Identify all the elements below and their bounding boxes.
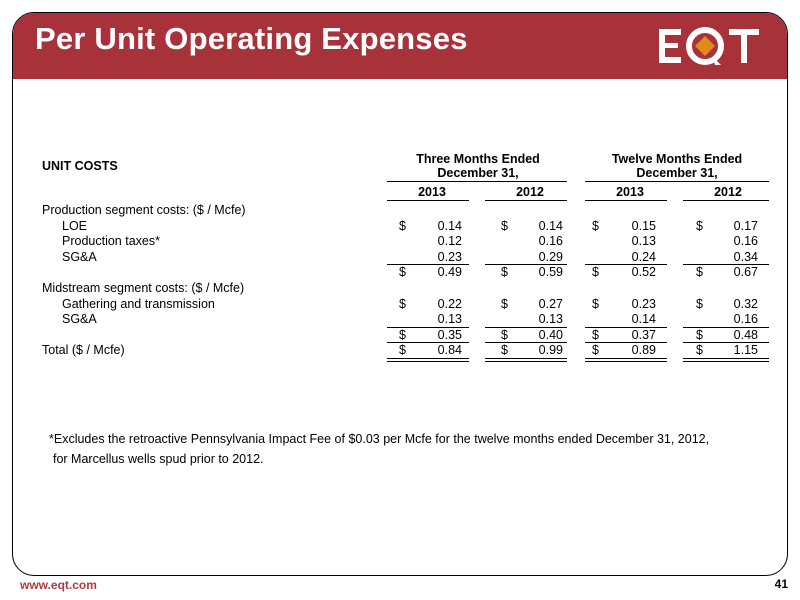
year-col-4: 2012 (714, 185, 742, 199)
total-double-rule (485, 358, 567, 362)
table-cell-value: 0.27 (538, 296, 563, 311)
table-cell-value: 0.67 (733, 265, 758, 280)
year-rule-4 (683, 200, 769, 201)
table-cell-value: 0.59 (538, 265, 563, 280)
footnote-line-2: for Marcellus wells spud prior to 2012. (53, 452, 264, 466)
table-cell-value: 1.15 (733, 343, 758, 358)
subtotal-rule (387, 342, 469, 343)
year-rule-3 (585, 200, 667, 201)
twelve-months-header-line1: Twelve Months Ended (611, 152, 743, 166)
table-cell-value: 0.14 (538, 218, 563, 233)
total-double-rule (683, 358, 769, 362)
table-cell-value: 0.16 (733, 234, 758, 249)
subtotal-rule (585, 264, 667, 265)
row-label: Gathering and transmission (62, 296, 215, 311)
twelve-months-header-rule (585, 181, 769, 182)
currency-symbol: $ (696, 265, 703, 280)
currency-symbol: $ (592, 296, 599, 311)
table-cell-value: 0.32 (733, 296, 758, 311)
row-label: SG&A (62, 249, 97, 264)
table-cell-value: 0.29 (538, 249, 563, 264)
year-rule-2 (485, 200, 567, 201)
page-number: 41 (774, 577, 788, 591)
row-label: Production taxes* (62, 234, 160, 249)
page-title: Per Unit Operating Expenses (35, 21, 468, 56)
table-cell-value: 0.52 (631, 265, 656, 280)
currency-symbol: $ (399, 218, 406, 233)
table-cell-value: 0.13 (631, 234, 656, 249)
year-col-2: 2012 (516, 185, 544, 199)
year-col-3: 2013 (616, 185, 644, 199)
total-double-rule (585, 358, 667, 362)
table-cell-value: 0.34 (733, 249, 758, 264)
table-cell-value: 0.89 (631, 343, 656, 358)
table-cell-value: 0.12 (437, 234, 462, 249)
total-double-rule (387, 358, 469, 362)
table-cell-value: 0.37 (631, 327, 656, 342)
subtotal-rule (485, 264, 567, 265)
currency-symbol: $ (501, 218, 508, 233)
currency-symbol: $ (696, 218, 703, 233)
subtotal-rule (683, 327, 769, 328)
table-cell-value: 0.23 (437, 249, 462, 264)
currency-symbol: $ (501, 327, 508, 342)
table-cell-value: 0.99 (538, 343, 563, 358)
currency-symbol: $ (592, 218, 599, 233)
table-cell-value: 0.84 (437, 343, 462, 358)
table-cell-value: 0.16 (733, 312, 758, 327)
table-cell-value: 0.13 (437, 312, 462, 327)
currency-symbol: $ (592, 265, 599, 280)
subtotal-rule (485, 327, 567, 328)
currency-symbol: $ (696, 327, 703, 342)
section-label: UNIT COSTS (42, 159, 118, 173)
currency-symbol: $ (696, 343, 703, 358)
currency-symbol: $ (399, 265, 406, 280)
row-label: LOE (62, 218, 88, 233)
table-cell-value: 0.23 (631, 296, 656, 311)
currency-symbol: $ (399, 343, 406, 358)
currency-symbol: $ (501, 296, 508, 311)
row-label: SG&A (62, 312, 97, 327)
currency-symbol: $ (696, 296, 703, 311)
title-banner (13, 13, 787, 79)
twelve-months-header-line2: December 31, (636, 166, 718, 180)
three-months-header-rule (387, 181, 567, 182)
subtotal-rule (485, 342, 567, 343)
three-months-header-line2: December 31, (437, 166, 519, 180)
table-cell-value: 0.14 (631, 312, 656, 327)
eqt-logo (659, 21, 765, 73)
subtotal-rule (683, 264, 769, 265)
subtotal-rule (387, 327, 469, 328)
table-cell-value: 0.49 (437, 265, 462, 280)
row-label: Midstream segment costs: ($ / Mcfe) (42, 281, 245, 295)
row-label: Production segment costs: ($ / Mcfe) (42, 203, 246, 217)
table-cell-value: 0.14 (437, 218, 462, 233)
subtotal-rule (585, 342, 667, 343)
table-cell-value: 0.17 (733, 218, 758, 233)
subtotal-rule (683, 342, 769, 343)
table-cell-value: 0.13 (538, 312, 563, 327)
currency-symbol: $ (399, 296, 406, 311)
currency-symbol: $ (501, 265, 508, 280)
table-cell-value: 0.35 (437, 327, 462, 342)
table-cell-value: 0.22 (437, 296, 462, 311)
row-label: Total ($ / Mcfe) (42, 343, 125, 358)
table-cell-value: 0.40 (538, 327, 563, 342)
currency-symbol: $ (501, 343, 508, 358)
footer-url[interactable]: www.eqt.com (20, 578, 97, 592)
subtotal-rule (585, 327, 667, 328)
currency-symbol: $ (399, 327, 406, 342)
table-cell-value: 0.15 (631, 218, 656, 233)
three-months-header-line1: Three Months Ended (416, 152, 540, 166)
table-cell-value: 0.24 (631, 249, 656, 264)
subtotal-rule (387, 264, 469, 265)
year-col-1: 2013 (418, 185, 446, 199)
year-rule-1 (387, 200, 469, 201)
table-cell-value: 0.48 (733, 327, 758, 342)
currency-symbol: $ (592, 343, 599, 358)
table-cell-value: 0.16 (538, 234, 563, 249)
currency-symbol: $ (592, 327, 599, 342)
footnote-line-1: *Excludes the retroactive Pennsylvania Impact Fee of $0.03 per Mcfe for the twelve months ended December 31, 2012, (49, 432, 710, 446)
